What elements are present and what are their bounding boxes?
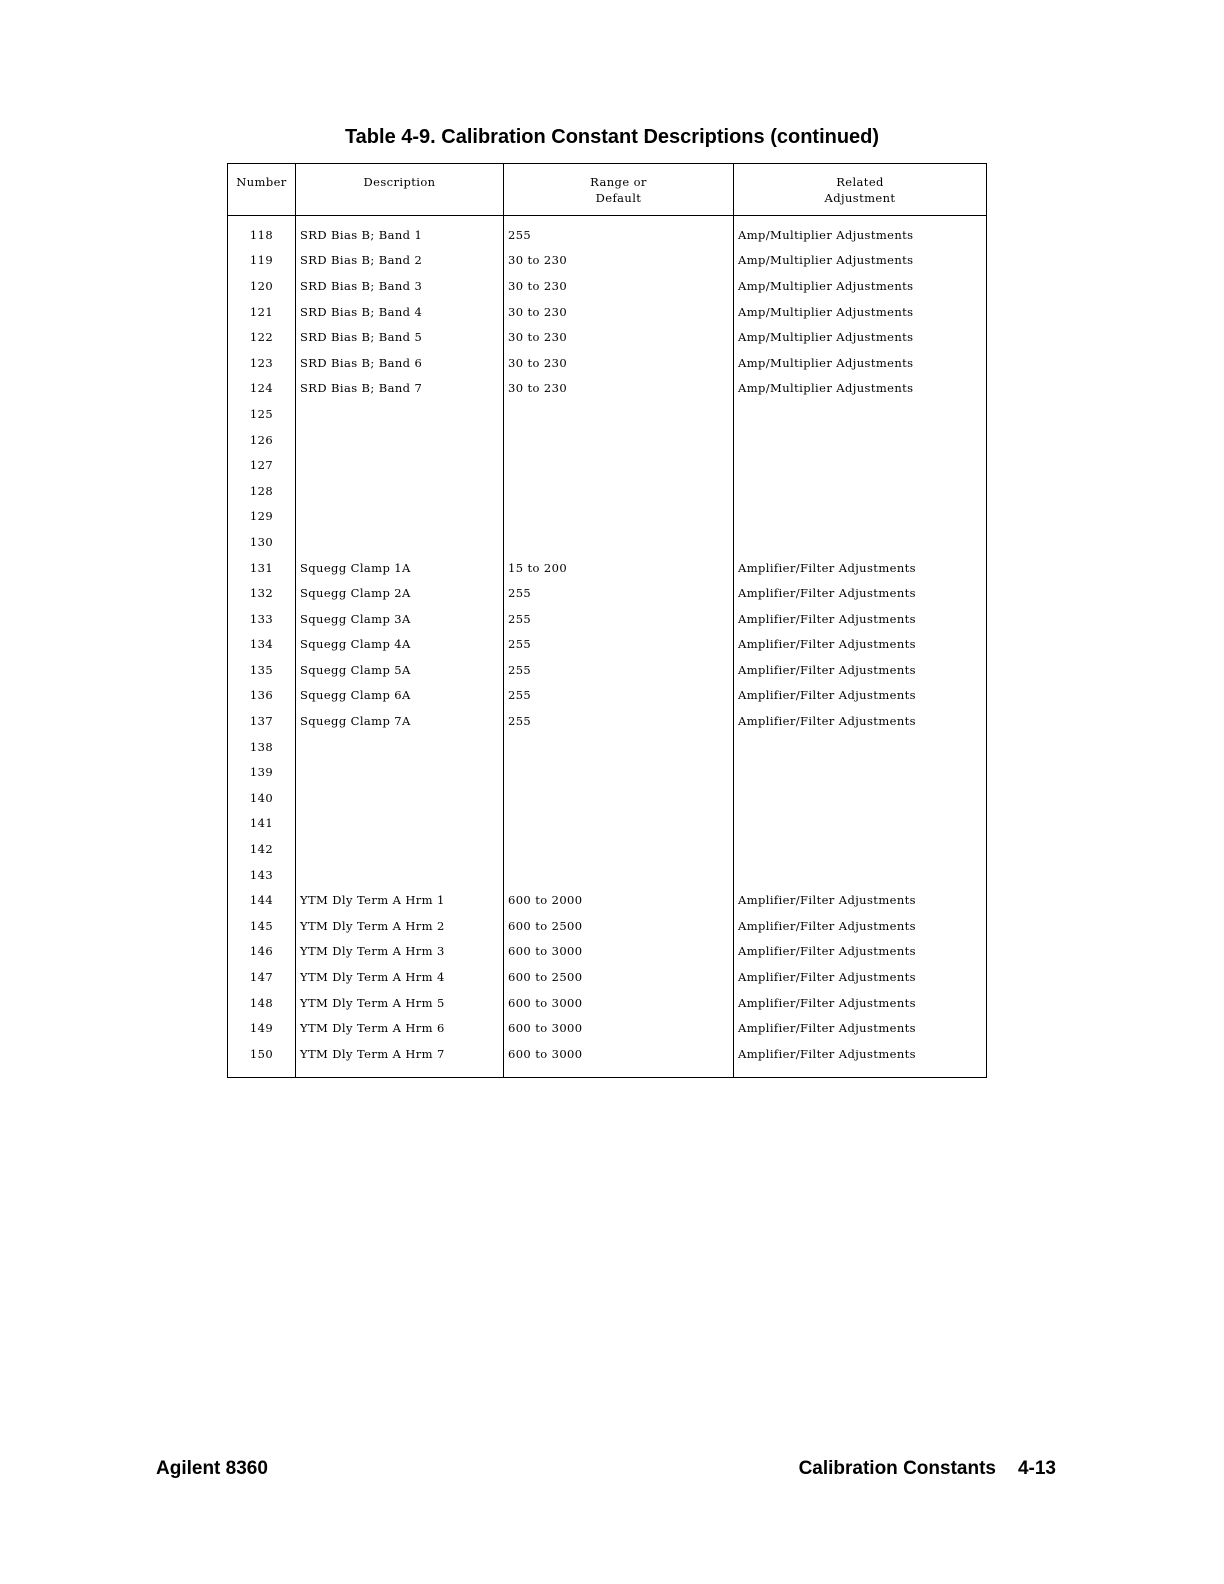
- footer-section-title: Calibration Constants: [798, 1458, 996, 1479]
- cell-number: 148: [228, 990, 296, 1016]
- cell-number: 137: [228, 708, 296, 734]
- cell-number: 150: [228, 1041, 296, 1077]
- table-row: [228, 529, 987, 555]
- cell-description: [296, 785, 504, 811]
- cell-description: SRD Bias B; Band 3: [296, 273, 504, 299]
- header-number: Number: [228, 164, 296, 216]
- table-row: [228, 350, 987, 376]
- cell-range: 600 to 2500: [504, 964, 734, 990]
- cell-description: SRD Bias B; Band 6: [296, 350, 504, 376]
- cell-related-adjustment: Amplifier/Filter Adjustments: [734, 580, 987, 606]
- table-row: [228, 427, 987, 453]
- cell-related-adjustment: [734, 478, 987, 504]
- table-row: [228, 324, 987, 350]
- cell-related-adjustment: [734, 836, 987, 862]
- cell-number: 133: [228, 606, 296, 632]
- cell-range: 255: [504, 708, 734, 734]
- cell-number: 129: [228, 504, 296, 530]
- cell-description: [296, 529, 504, 555]
- cell-range: 30 to 230: [504, 248, 734, 274]
- cell-range: 30 to 230: [504, 350, 734, 376]
- footer-product-name: Agilent 8360: [156, 1458, 268, 1479]
- cell-range: 30 to 230: [504, 299, 734, 325]
- table-row: [228, 990, 987, 1016]
- cell-range: 255: [504, 580, 734, 606]
- cell-range: [504, 734, 734, 760]
- cell-description: [296, 401, 504, 427]
- cell-number: 127: [228, 452, 296, 478]
- table-header: [228, 164, 987, 216]
- cell-description: Squegg Clamp 4A: [296, 632, 504, 658]
- cell-related-adjustment: Amp/Multiplier Adjustments: [734, 324, 987, 350]
- cell-range: 600 to 3000: [504, 1041, 734, 1077]
- cell-range: 30 to 230: [504, 376, 734, 402]
- cell-number: 130: [228, 529, 296, 555]
- cell-related-adjustment: Amplifier/Filter Adjustments: [734, 913, 987, 939]
- cell-range: [504, 529, 734, 555]
- cell-range: [504, 759, 734, 785]
- cell-number: 138: [228, 734, 296, 760]
- table-body: [228, 216, 987, 1078]
- cell-related-adjustment: Amplifier/Filter Adjustments: [734, 683, 987, 709]
- table-row: [228, 734, 987, 760]
- table-row: [228, 299, 987, 325]
- table-row: [228, 401, 987, 427]
- cell-number: 139: [228, 759, 296, 785]
- cell-description: SRD Bias B; Band 1: [296, 216, 504, 248]
- calibration-table-container: [227, 163, 986, 1078]
- cell-description: SRD Bias B; Band 7: [296, 376, 504, 402]
- cell-range: [504, 401, 734, 427]
- cell-number: 140: [228, 785, 296, 811]
- cell-number: 134: [228, 632, 296, 658]
- cell-description: [296, 427, 504, 453]
- cell-description: YTM Dly Term A Hrm 1: [296, 887, 504, 913]
- cell-range: [504, 862, 734, 888]
- cell-description: SRD Bias B; Band 4: [296, 299, 504, 325]
- cell-range: [504, 478, 734, 504]
- cell-related-adjustment: Amp/Multiplier Adjustments: [734, 350, 987, 376]
- cell-description: [296, 478, 504, 504]
- cell-range: [504, 452, 734, 478]
- table-row: [228, 964, 987, 990]
- cell-related-adjustment: [734, 811, 987, 837]
- cell-number: 136: [228, 683, 296, 709]
- cell-range: 600 to 3000: [504, 990, 734, 1016]
- header-related-adjustment: Related Adjustment: [734, 164, 987, 216]
- cell-range: 255: [504, 683, 734, 709]
- table-row: [228, 376, 987, 402]
- cell-number: 144: [228, 887, 296, 913]
- cell-description: YTM Dly Term A Hrm 2: [296, 913, 504, 939]
- cell-description: [296, 811, 504, 837]
- cell-description: Squegg Clamp 2A: [296, 580, 504, 606]
- cell-related-adjustment: Amplifier/Filter Adjustments: [734, 708, 987, 734]
- table-row: [228, 785, 987, 811]
- cell-related-adjustment: [734, 759, 987, 785]
- cell-related-adjustment: [734, 504, 987, 530]
- table-row: [228, 811, 987, 837]
- cell-number: 131: [228, 555, 296, 581]
- cell-description: [296, 759, 504, 785]
- cell-description: YTM Dly Term A Hrm 5: [296, 990, 504, 1016]
- cell-related-adjustment: [734, 452, 987, 478]
- cell-related-adjustment: Amp/Multiplier Adjustments: [734, 299, 987, 325]
- cell-number: 145: [228, 913, 296, 939]
- table-row: [228, 708, 987, 734]
- cell-related-adjustment: Amp/Multiplier Adjustments: [734, 273, 987, 299]
- cell-range: 600 to 3000: [504, 1015, 734, 1041]
- table-row: [228, 273, 987, 299]
- cell-description: Squegg Clamp 1A: [296, 555, 504, 581]
- table-row: [228, 478, 987, 504]
- cell-range: 255: [504, 657, 734, 683]
- cell-range: [504, 785, 734, 811]
- cell-number: 123: [228, 350, 296, 376]
- cell-range: 30 to 230: [504, 273, 734, 299]
- cell-related-adjustment: Amplifier/Filter Adjustments: [734, 657, 987, 683]
- cell-number: 126: [228, 427, 296, 453]
- cell-number: 119: [228, 248, 296, 274]
- cell-description: SRD Bias B; Band 5: [296, 324, 504, 350]
- table-row: [228, 759, 987, 785]
- table-title: Table 4-9. Calibration Constant Descriptions (continued): [344, 126, 880, 148]
- cell-description: SRD Bias B; Band 2: [296, 248, 504, 274]
- cell-related-adjustment: Amplifier/Filter Adjustments: [734, 990, 987, 1016]
- cell-related-adjustment: Amplifier/Filter Adjustments: [734, 887, 987, 913]
- cell-description: [296, 836, 504, 862]
- cell-related-adjustment: [734, 734, 987, 760]
- cell-description: YTM Dly Term A Hrm 3: [296, 939, 504, 965]
- table-row: [228, 1015, 987, 1041]
- table-row: [228, 632, 987, 658]
- cell-description: Squegg Clamp 5A: [296, 657, 504, 683]
- cell-related-adjustment: [734, 401, 987, 427]
- table-row: [228, 216, 987, 248]
- cell-related-adjustment: Amplifier/Filter Adjustments: [734, 964, 987, 990]
- cell-number: 125: [228, 401, 296, 427]
- cell-related-adjustment: Amp/Multiplier Adjustments: [734, 216, 987, 248]
- cell-number: 146: [228, 939, 296, 965]
- cell-range: 600 to 2500: [504, 913, 734, 939]
- cell-number: 141: [228, 811, 296, 837]
- footer-section: [799, 1458, 1056, 1480]
- cell-number: 135: [228, 657, 296, 683]
- table-row: [228, 836, 987, 862]
- cell-description: YTM Dly Term A Hrm 4: [296, 964, 504, 990]
- table-row: [228, 1041, 987, 1077]
- cell-related-adjustment: Amplifier/Filter Adjustments: [734, 632, 987, 658]
- cell-description: [296, 734, 504, 760]
- cell-related-adjustment: Amplifier/Filter Adjustments: [734, 555, 987, 581]
- cell-number: 132: [228, 580, 296, 606]
- cell-range: 600 to 2000: [504, 887, 734, 913]
- table-row: [228, 887, 987, 913]
- cell-related-adjustment: Amp/Multiplier Adjustments: [734, 248, 987, 274]
- cell-description: Squegg Clamp 6A: [296, 683, 504, 709]
- cell-related-adjustment: [734, 529, 987, 555]
- cell-related-adjustment: Amplifier/Filter Adjustments: [734, 606, 987, 632]
- cell-range: 255: [504, 632, 734, 658]
- cell-related-adjustment: Amp/Multiplier Adjustments: [734, 376, 987, 402]
- cell-range: 15 to 200: [504, 555, 734, 581]
- cell-range: 30 to 230: [504, 324, 734, 350]
- table-row: [228, 606, 987, 632]
- cell-number: 122: [228, 324, 296, 350]
- table-row: [228, 248, 987, 274]
- header-range: Range or Default: [504, 164, 734, 216]
- cell-related-adjustment: Amplifier/Filter Adjustments: [734, 1015, 987, 1041]
- table-row: [228, 683, 987, 709]
- cell-number: 120: [228, 273, 296, 299]
- cell-number: 121: [228, 299, 296, 325]
- cell-number: 149: [228, 1015, 296, 1041]
- table-row: [228, 913, 987, 939]
- cell-related-adjustment: [734, 427, 987, 453]
- table-row: [228, 504, 987, 530]
- table-row: [228, 657, 987, 683]
- cell-range: [504, 504, 734, 530]
- cell-number: 124: [228, 376, 296, 402]
- cell-range: [504, 836, 734, 862]
- cell-range: 255: [504, 216, 734, 248]
- cell-range: [504, 427, 734, 453]
- header-description: Description: [296, 164, 504, 216]
- table-row: [228, 580, 987, 606]
- cell-related-adjustment: [734, 785, 987, 811]
- table-row: [228, 555, 987, 581]
- cell-number: 118: [228, 216, 296, 248]
- cell-description: [296, 504, 504, 530]
- table-row: [228, 862, 987, 888]
- cell-number: 147: [228, 964, 296, 990]
- cell-description: Squegg Clamp 3A: [296, 606, 504, 632]
- cell-description: [296, 862, 504, 888]
- footer-page-number: 4-13: [1017, 1458, 1056, 1479]
- cell-number: 142: [228, 836, 296, 862]
- cell-range: [504, 811, 734, 837]
- cell-related-adjustment: Amplifier/Filter Adjustments: [734, 1041, 987, 1077]
- cell-range: 255: [504, 606, 734, 632]
- table-row: [228, 939, 987, 965]
- cell-range: 600 to 3000: [504, 939, 734, 965]
- cell-number: 143: [228, 862, 296, 888]
- cell-description: YTM Dly Term A Hrm 7: [296, 1041, 504, 1077]
- cell-description: Squegg Clamp 7A: [296, 708, 504, 734]
- cell-description: [296, 452, 504, 478]
- cell-related-adjustment: [734, 862, 987, 888]
- cell-description: YTM Dly Term A Hrm 6: [296, 1015, 504, 1041]
- cell-related-adjustment: Amplifier/Filter Adjustments: [734, 939, 987, 965]
- cell-number: 128: [228, 478, 296, 504]
- calibration-constants-table: [227, 163, 987, 1078]
- table-row: [228, 452, 987, 478]
